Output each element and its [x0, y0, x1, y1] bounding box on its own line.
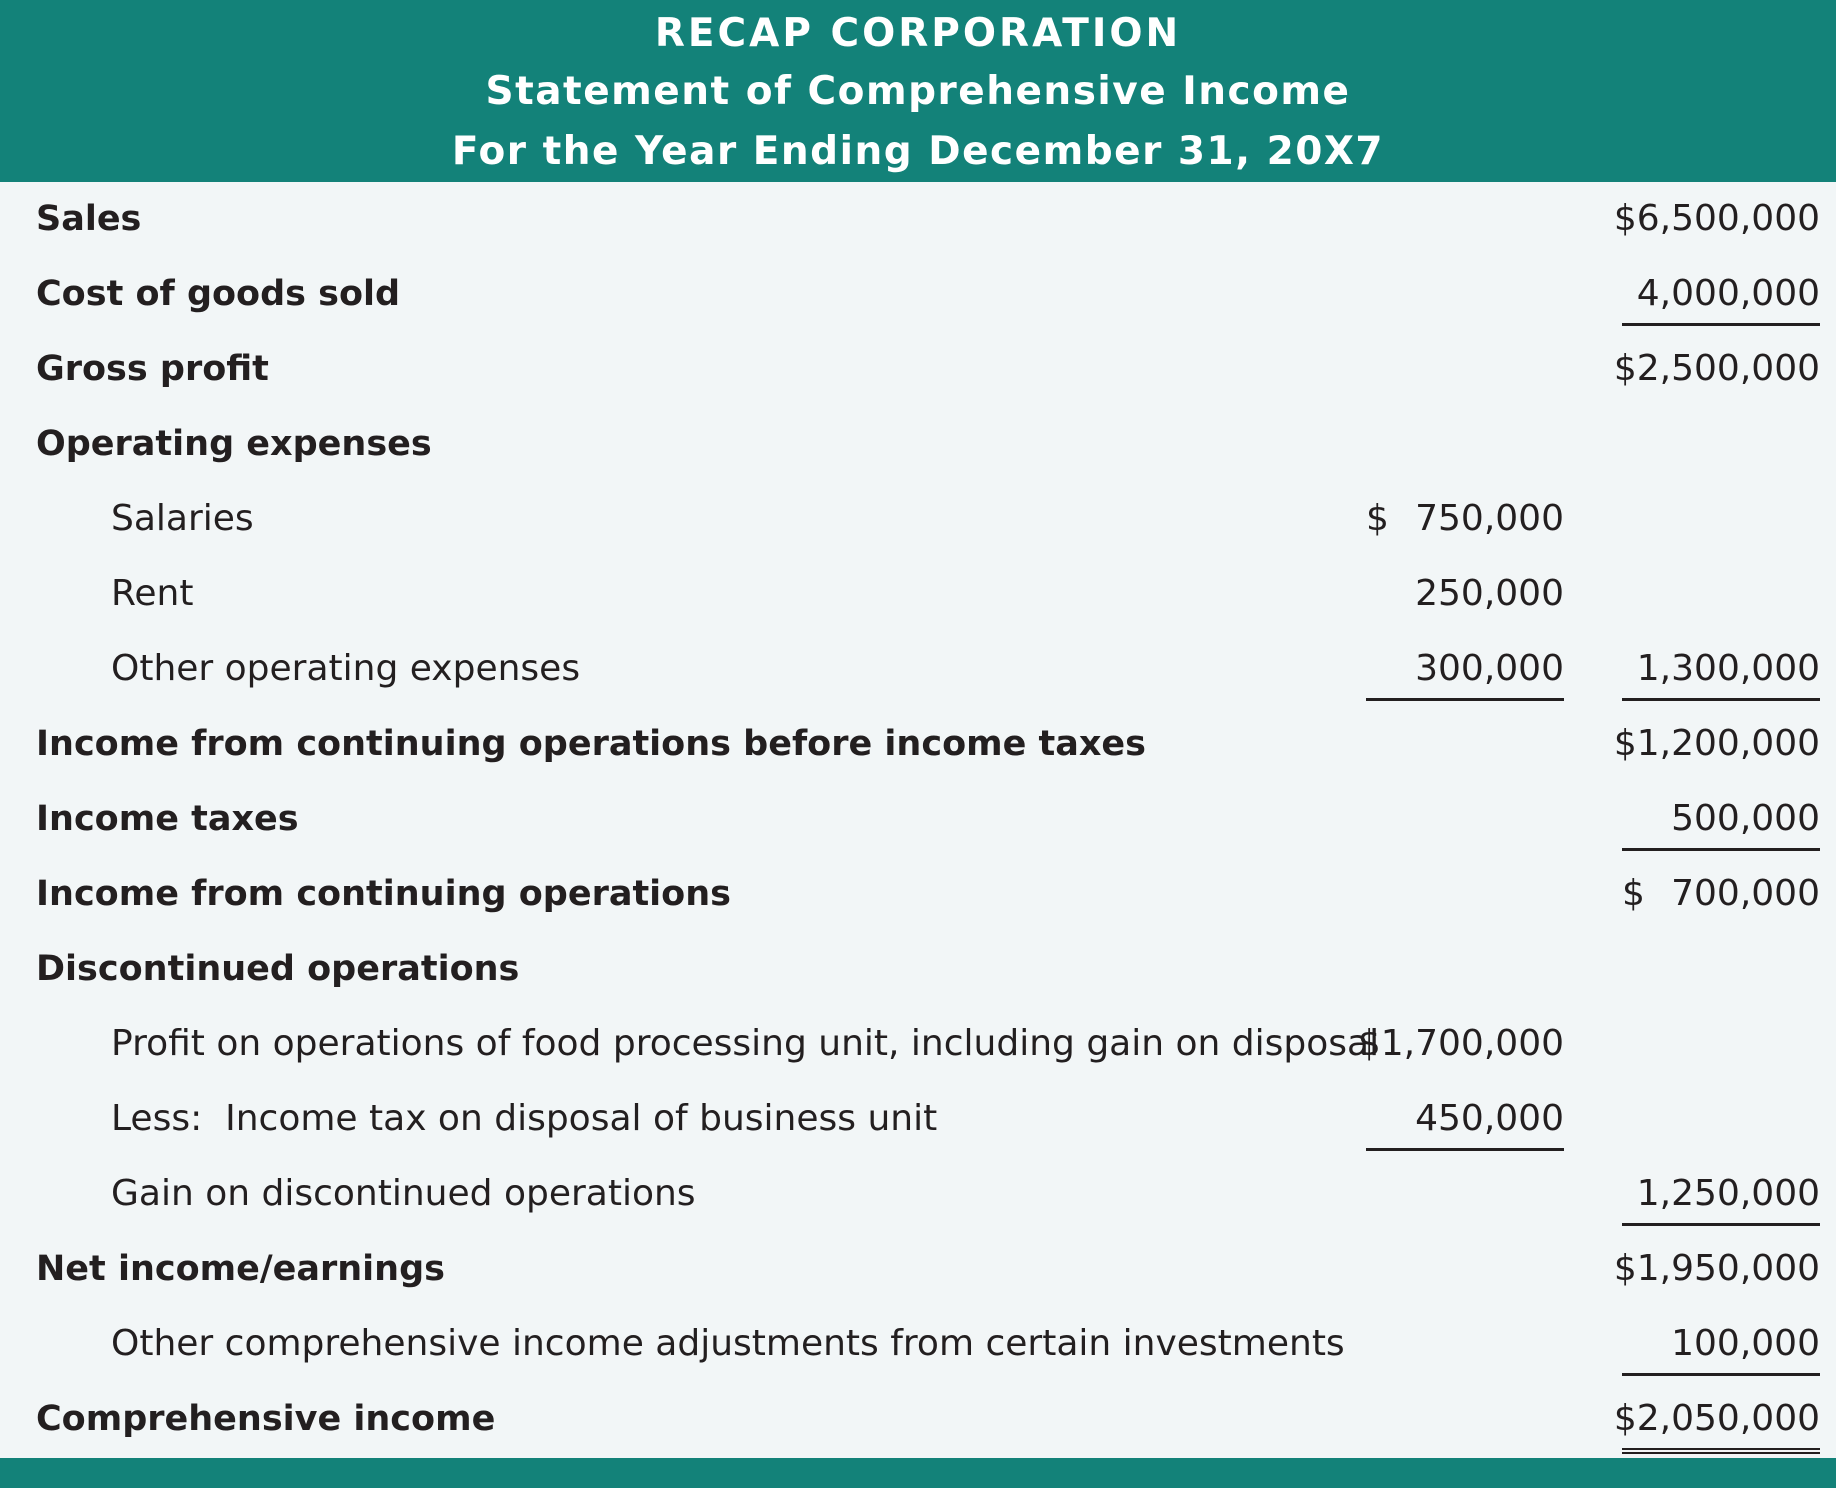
- row-rent: [0, 557, 1836, 632]
- amount-value: 4,000,000: [1636, 273, 1820, 314]
- row-label: Salaries: [111, 498, 254, 539]
- row-label: Income taxes: [36, 799, 299, 839]
- row-cost-of-goods-sold: [0, 257, 1836, 332]
- total-amount: [1622, 646, 1820, 701]
- row-label: Income from continuing operations: [36, 874, 731, 914]
- total-amount: [1622, 1171, 1820, 1226]
- detail-amount: [1366, 1096, 1564, 1151]
- detail-amount: [1357, 1021, 1564, 1073]
- amount-value: 500,000: [1671, 798, 1820, 839]
- total-amount: [1613, 196, 1820, 248]
- row-label: Other comprehensive income adjustments from certain investments: [111, 1323, 1345, 1364]
- row-net-income: [0, 1232, 1836, 1307]
- amount-value: 1,250,000: [1636, 1173, 1820, 1214]
- row-other-comprehensive-income: [0, 1307, 1836, 1382]
- row-comprehensive-income: [0, 1382, 1836, 1457]
- row-income-taxes: [0, 782, 1836, 857]
- row-label: Cost of goods sold: [36, 274, 401, 314]
- total-amount: [1613, 1396, 1820, 1454]
- row-sales: [0, 182, 1836, 257]
- row-label: Gross profit: [36, 349, 269, 389]
- row-label: Gain on discontinued operations: [111, 1173, 696, 1214]
- amount-value: 300,000: [1415, 648, 1564, 689]
- row-label: Net income/earnings: [36, 1249, 445, 1289]
- amount-value: $1,200,000: [1613, 723, 1820, 764]
- currency-symbol: $: [1366, 498, 1389, 539]
- total-amount: [1622, 796, 1820, 851]
- amount-value: 1,300,000: [1636, 648, 1820, 689]
- total-amount: [1622, 271, 1820, 326]
- detail-amount: [1366, 496, 1564, 548]
- statement-title: Statement of Comprehensive Income: [485, 69, 1351, 114]
- amount-value: 250,000: [1415, 573, 1564, 614]
- row-other-operating-expenses: [0, 632, 1836, 707]
- amount-value: 100,000: [1671, 1323, 1820, 1364]
- amount-value: 700,000: [1671, 873, 1820, 914]
- total-amount: [1622, 871, 1820, 923]
- row-label: Operating expenses: [36, 424, 432, 464]
- row-label: Comprehensive income: [36, 1399, 496, 1439]
- row-income-continuing-operations: [0, 857, 1836, 932]
- row-salaries: [0, 482, 1836, 557]
- row-income-before-taxes: [0, 707, 1836, 782]
- row-gain-discontinued-operations: [0, 1157, 1836, 1232]
- total-amount: [1613, 721, 1820, 773]
- row-label: Profit on operations of food processing unit, including gain on disposal: [111, 1023, 1380, 1064]
- detail-amount: [1366, 571, 1564, 623]
- statement-header: [0, 0, 1836, 182]
- total-amount: [1613, 346, 1820, 398]
- row-label: Discontinued operations: [36, 949, 520, 989]
- total-amount: [1622, 1321, 1820, 1376]
- amount-value: $2,050,000: [1613, 1398, 1820, 1439]
- amount-value: $2,500,000: [1613, 348, 1820, 389]
- statement-period: For the Year Ending December 31, 20X7: [451, 129, 1385, 174]
- footer-bar: [0, 1458, 1836, 1488]
- amount-value: 450,000: [1415, 1098, 1564, 1139]
- row-income-tax-on-disposal: [0, 1082, 1836, 1157]
- row-label: Income from continuing operations before income taxes: [36, 724, 1147, 764]
- row-gross-profit: [0, 332, 1836, 407]
- row-label: Less: Income tax on disposal of business unit: [111, 1098, 938, 1139]
- amount-value: $6,500,000: [1613, 198, 1820, 239]
- row-operating-expenses-heading: [0, 407, 1836, 482]
- total-amount: [1613, 1246, 1820, 1298]
- currency-symbol: $: [1622, 873, 1645, 914]
- company-name: RECAP CORPORATION: [654, 11, 1182, 56]
- row-label: Rent: [111, 573, 194, 614]
- row-profit-food-processing-unit: [0, 1007, 1836, 1082]
- detail-amount: [1366, 646, 1564, 701]
- amount-value: $1,950,000: [1613, 1248, 1820, 1289]
- amount-value: $1,700,000: [1357, 1023, 1564, 1064]
- amount-value: 750,000: [1415, 498, 1564, 539]
- row-label: Sales: [36, 199, 142, 239]
- row-label: Other operating expenses: [111, 648, 581, 689]
- row-discontinued-operations-heading: [0, 932, 1836, 1007]
